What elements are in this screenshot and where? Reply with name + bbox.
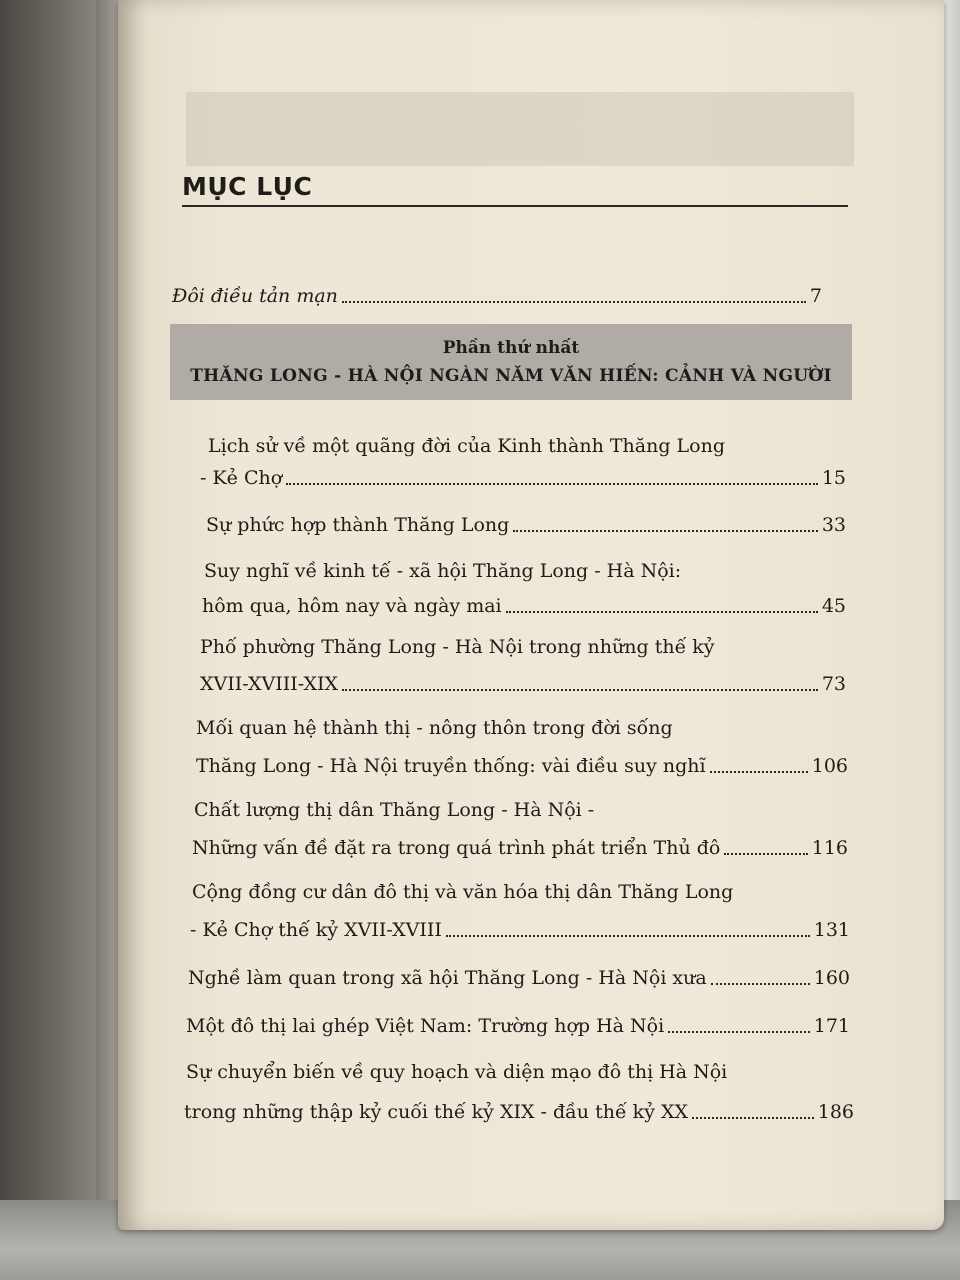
dot-leader (692, 1117, 814, 1119)
toc-entry (192, 836, 848, 860)
entry-title-line2: - Kẻ Chợ thế kỷ XVII-XVIII (190, 919, 442, 941)
entry-title-line2: hôm qua, hôm nay và ngày mai (202, 595, 502, 617)
part-label: Phần thứ nhất (442, 338, 580, 358)
part-banner (170, 324, 852, 400)
entry-title-line2: Thăng Long - Hà Nội truyền thống: vài điều suy nghĩ (196, 755, 706, 777)
entry-title: Nghề làm quan trong xã hội Thăng Long - Hà Nội xưa (188, 967, 707, 989)
entry-title: Sự phức hợp thành Thăng Long (206, 514, 510, 536)
entry-page: 116 (811, 837, 848, 859)
toc-heading: MỤC LỤC (182, 172, 313, 201)
entry-page: 33 (821, 514, 846, 536)
entry-page: 7 (809, 285, 822, 307)
toc-entry (200, 466, 846, 490)
entry-title-line1: Lịch sử về một quãng đời của Kinh thành Thăng Long (208, 435, 725, 457)
entry-title: Một đô thị lai ghép Việt Nam: Trường hợp Hà Nội (186, 1015, 665, 1037)
toc-entry (186, 1014, 850, 1038)
toc-entry-preface (172, 284, 822, 308)
toc-entry (206, 513, 846, 537)
entry-title-line2: - Kẻ Chợ (200, 467, 283, 489)
toc-entry (196, 754, 848, 778)
dot-leader (286, 483, 818, 485)
toc-entry (190, 918, 850, 942)
dot-leader (342, 301, 806, 303)
dot-leader (506, 611, 818, 613)
entry-title-line2: Những vấn đề đặt ra trong quá trình phát triển Thủ đô (192, 837, 721, 859)
toc-entry (200, 672, 846, 696)
entry-page: 160 (813, 967, 850, 989)
entry-page: 106 (811, 755, 848, 777)
entry-title-line1: Cộng đồng cư dân đô thị và văn hóa thị dân Thăng Long (192, 881, 734, 903)
toc-entry (184, 1100, 854, 1124)
entry-page: 73 (821, 673, 846, 695)
toc-entry (202, 594, 846, 618)
dot-leader (724, 853, 807, 855)
heading-rule (182, 205, 848, 207)
entry-title: Đôi điều tản mạn (172, 285, 338, 307)
entry-title-line2: trong những thập kỷ cuối thế kỷ XIX - đầu thế kỷ XX (184, 1101, 689, 1123)
entry-page: 186 (817, 1101, 854, 1123)
entry-page: 131 (813, 919, 850, 941)
dot-leader (668, 1031, 810, 1033)
entry-page: 45 (821, 595, 846, 617)
toc-entry (188, 966, 850, 990)
entry-title-line1: Sự chuyển biến về quy hoạch và diện mạo đô thị Hà Nội (186, 1061, 728, 1083)
dot-leader (710, 771, 808, 773)
entry-title-line1: Mối quan hệ thành thị - nông thôn trong đời sống (196, 717, 673, 739)
dot-leader (711, 983, 810, 985)
entry-page: 171 (813, 1015, 850, 1037)
entry-title-line1: Chất lượng thị dân Thăng Long - Hà Nội - (194, 799, 595, 821)
dot-leader (446, 935, 810, 937)
entry-title-line2: XVII-XVIII-XIX (200, 673, 339, 695)
entry-page: 15 (821, 467, 846, 489)
entry-title-line1: Phố phường Thăng Long - Hà Nội trong những thế kỷ (200, 636, 715, 658)
part-title: THĂNG LONG - HÀ NỘI NGÀN NĂM VĂN HIẾN: CẢNH VÀ NGƯỜI (190, 366, 832, 386)
bleed-through-band (186, 92, 854, 166)
entry-title-line1: Suy nghĩ về kinh tế - xã hội Thăng Long - Hà Nội: (204, 560, 682, 582)
dot-leader (342, 689, 818, 691)
dot-leader (513, 530, 817, 532)
